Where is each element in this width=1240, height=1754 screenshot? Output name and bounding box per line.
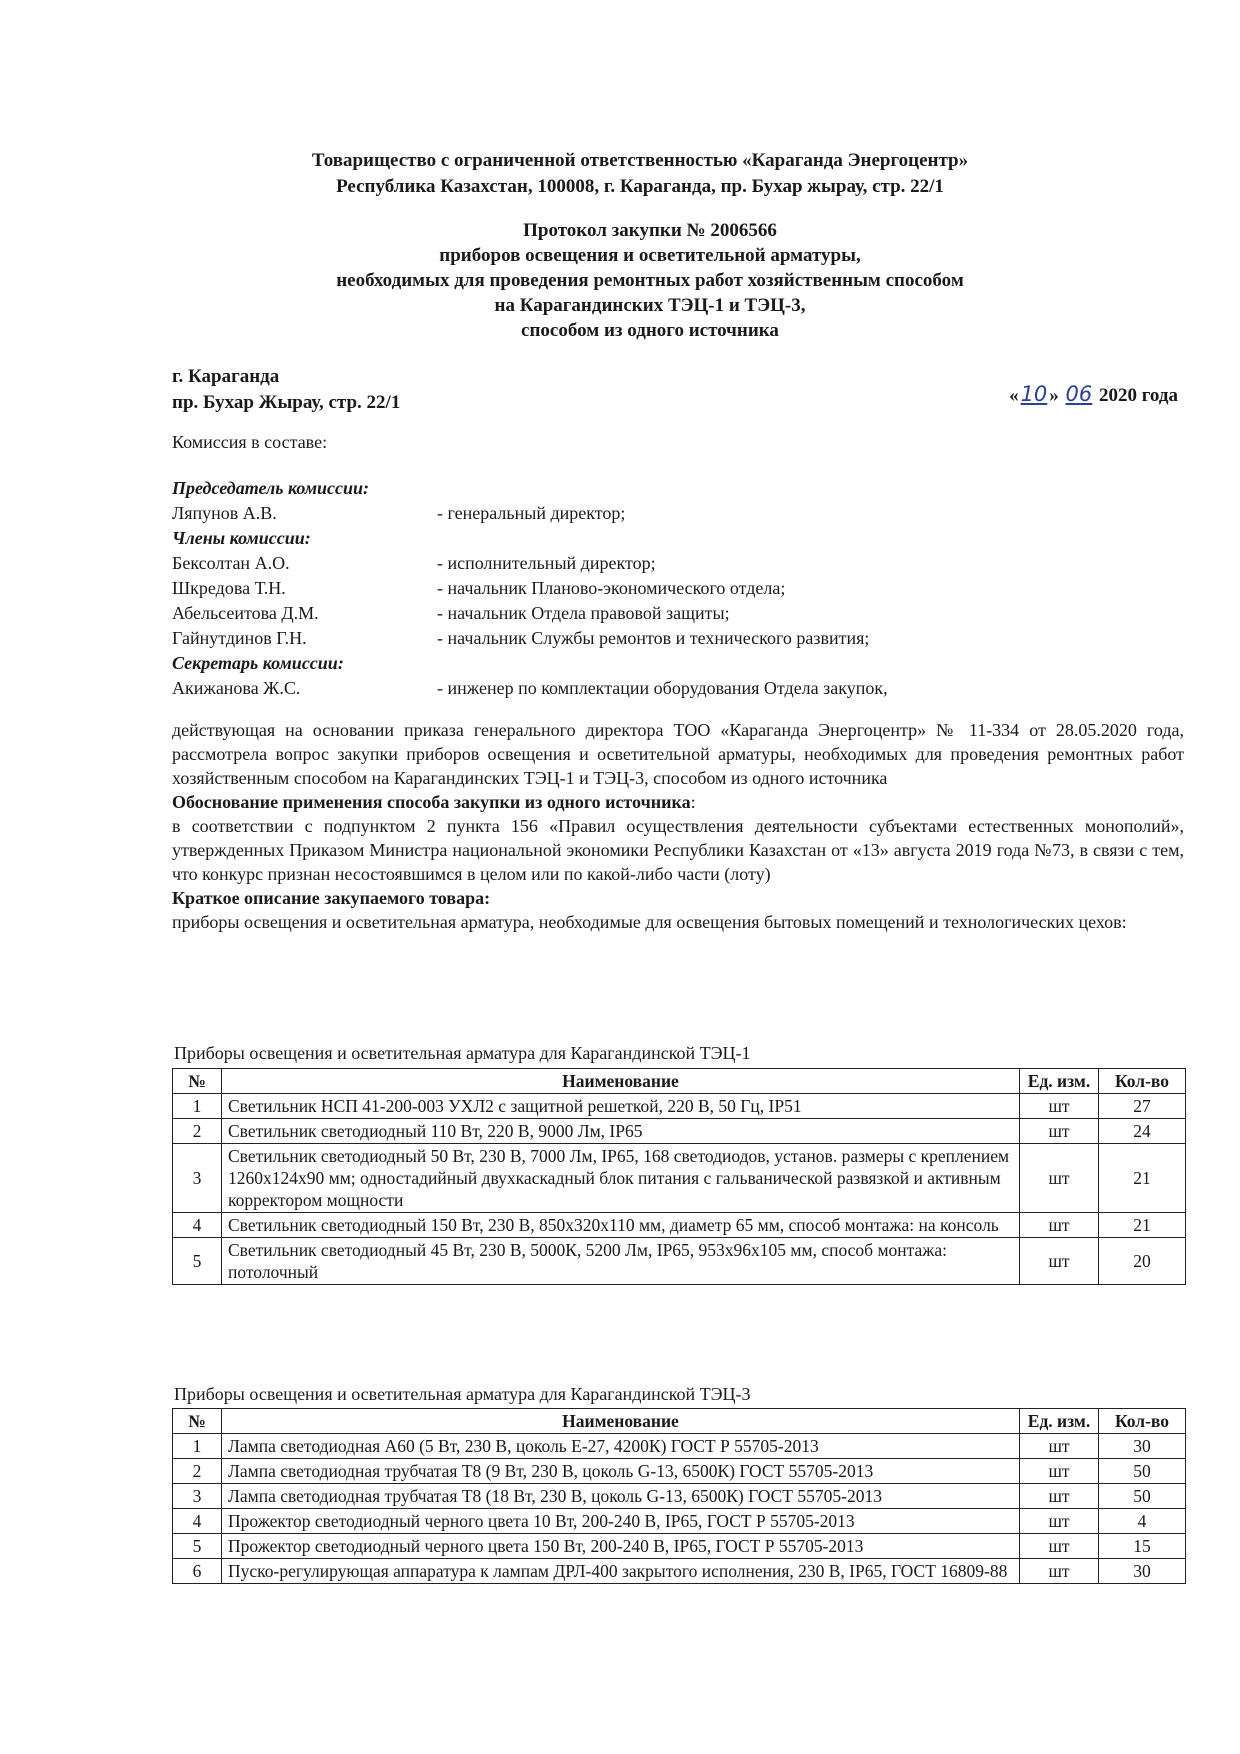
row-unit: шт	[1020, 1509, 1099, 1534]
table-header-row	[173, 1069, 1186, 1094]
table-row	[173, 1144, 1186, 1213]
description-paragraph: приборы освещения и осветительная арматура, необходимые для освещения бытовых помещений и технологических цехов:	[172, 912, 1127, 932]
protocol-subject-line3: на Карагандинских ТЭЦ-1 и ТЭЦ-3,	[494, 295, 806, 316]
protocol-date	[1009, 382, 1178, 407]
header-unit: Ед. изм.	[1020, 1069, 1099, 1094]
row-name: Лампа светодиодная А60 (5 Вт, 230 В, цоколь Е-27, 4200К) ГОСТ Р 55705-2013	[222, 1434, 1020, 1459]
table-row	[173, 1534, 1186, 1559]
row-qty: 30	[1099, 1559, 1186, 1584]
table-row	[173, 1434, 1186, 1459]
justification-heading	[172, 790, 1184, 814]
table1-caption: Приборы освещения и осветительная арматура для Карагандинской ТЭЦ-1	[174, 1043, 751, 1063]
justification-heading-text: Обоснование применения способа закупки из одного источника	[172, 792, 691, 812]
row-num: 1	[173, 1094, 222, 1119]
member-name: Бексолтан А.О.	[172, 553, 290, 573]
secretary-title: Секретарь комиссии:	[172, 653, 344, 673]
secretary-position: - инженер по комплектации оборудования Отдела закупок,	[437, 678, 888, 698]
row-qty: 21	[1099, 1144, 1186, 1213]
member-position: - начальник Службы ремонтов и технического развития;	[437, 628, 870, 648]
row-num: 1	[173, 1434, 222, 1459]
row-unit: шт	[1020, 1459, 1099, 1484]
row-name: Светильник светодиодный 45 Вт, 230 В, 5000К, 5200 Лм, IP65, 953х96х105 мм, способ монтажа: потолочный	[222, 1238, 1020, 1285]
member-row	[172, 626, 1172, 651]
row-unit: шт	[1020, 1434, 1099, 1459]
row-unit: шт	[1020, 1534, 1099, 1559]
justification-colon: :	[690, 792, 696, 812]
row-unit: шт	[1020, 1094, 1099, 1119]
row-name: Лампа светодиодная трубчатая Т8 (18 Вт, 230 В, цоколь G-13, 6500К) ГОСТ 55705-2013	[222, 1484, 1020, 1509]
row-num: 3	[173, 1484, 222, 1509]
row-name: Пуско-регулирующая аппаратура к лампам ДРЛ-400 закрытого исполнения, 230 В, IP65, ГОСТ 16809-88	[222, 1559, 1020, 1584]
date-year: 2020 года	[1099, 385, 1178, 406]
row-name: Прожектор светодиодный черного цвета 150 Вт, 200-240 В, IP65, ГОСТ Р 55705-2013	[222, 1534, 1020, 1559]
city: г. Караганда	[172, 366, 280, 387]
protocol-method: способом из одного источника	[521, 320, 779, 341]
table-row	[173, 1213, 1186, 1238]
chairman-title: Председатель комиссии:	[172, 478, 370, 498]
row-num: 3	[173, 1144, 222, 1213]
row-unit: шт	[1020, 1238, 1099, 1285]
row-qty: 50	[1099, 1484, 1186, 1509]
chairman-name: Ляпунов А.В.	[172, 503, 277, 523]
row-qty: 15	[1099, 1534, 1186, 1559]
row-name: Светильник светодиодный 150 Вт, 230 В, 850х320х110 мм, диаметр 65 мм, способ монтажа: на консоль	[222, 1213, 1020, 1238]
organization-header	[180, 148, 1100, 200]
address: пр. Бухар Жырау, стр. 22/1	[172, 392, 401, 413]
protocol-body	[172, 718, 1184, 934]
header-num: №	[173, 1409, 222, 1434]
row-unit: шт	[1020, 1119, 1099, 1144]
table2-caption: Приборы освещения и осветительная арматура для Карагандинской ТЭЦ-3	[174, 1384, 751, 1404]
member-name: Абельсеитова Д.М.	[172, 603, 319, 623]
table-row	[173, 1559, 1186, 1584]
secretary-row	[172, 676, 1172, 701]
commission-members	[172, 476, 1172, 701]
row-num: 2	[173, 1459, 222, 1484]
row-qty: 27	[1099, 1094, 1186, 1119]
member-name: Шкредова Т.Н.	[172, 578, 286, 598]
member-position: - начальник Отдела правовой защиты;	[437, 603, 730, 623]
commission-intro: Комиссия в составе:	[172, 432, 328, 452]
table-header-row	[173, 1409, 1186, 1434]
row-qty: 30	[1099, 1434, 1186, 1459]
row-num: 4	[173, 1509, 222, 1534]
date-close-quote: »	[1049, 385, 1059, 406]
basis-paragraph: действующая на основании приказа генерального директора ТОО «Караганда Энергоцентр» № 11-334 от 28.05.2020 года, рассмотрела вопрос закупки приборов освещения и осветительной арматуры, необходимых для проведения ремонтных работ хозяйственным способом на Карагандинских ТЭЦ-1 и ТЭЦ-3, способом из одного источника	[172, 720, 1184, 788]
protocol-place	[172, 364, 400, 416]
member-name: Гайнутдинов Г.Н.	[172, 628, 307, 648]
table-row	[173, 1119, 1186, 1144]
header-unit: Ед. изм.	[1020, 1409, 1099, 1434]
member-row	[172, 551, 1172, 576]
header-qty: Кол-во	[1099, 1409, 1186, 1434]
date-open-quote: «	[1009, 385, 1019, 406]
justification-paragraph: в соответствии с подпунктом 2 пункта 156 «Правил осуществления деятельности субъектами естественных монополий», утвержденных Приказом Министра национальной экономики Республики Казахстан от «13» августа 2019 года №73, в связи с тем, что конкурс признан несостоявшимся в целом или по какой-либо части (лоту)	[172, 816, 1184, 884]
table-row	[173, 1509, 1186, 1534]
row-qty: 4	[1099, 1509, 1186, 1534]
members-title: Члены комиссии:	[172, 528, 311, 548]
row-name: Светильник светодиодный 110 Вт, 220 В, 9000 Лм, IP65	[222, 1119, 1020, 1144]
header-name: Наименование	[222, 1409, 1020, 1434]
chairman-position: - генеральный директор;	[437, 503, 626, 523]
protocol-subject-line2: необходимых для проведения ремонтных работ хозяйственным способом	[336, 270, 964, 291]
row-num: 2	[173, 1119, 222, 1144]
table1-items	[172, 1068, 1186, 1285]
row-unit: шт	[1020, 1144, 1099, 1213]
table-row	[173, 1094, 1186, 1119]
description-heading: Краткое описание закупаемого товара:	[172, 888, 491, 908]
member-position: - начальник Планово-экономического отдела;	[437, 578, 786, 598]
row-name: Светильник НСП 41-200-003 УХЛ2 с защитной решеткой, 220 В, 50 Гц, IP51	[222, 1094, 1020, 1119]
header-qty: Кол-во	[1099, 1069, 1186, 1094]
row-num: 5	[173, 1238, 222, 1285]
table-row	[173, 1459, 1186, 1484]
protocol-subject-line1: приборов освещения и осветительной арматуры,	[439, 245, 861, 266]
header-name: Наименование	[222, 1069, 1020, 1094]
header-num: №	[173, 1069, 222, 1094]
row-name: Лампа светодиодная трубчатая Т8 (9 Вт, 230 В, цоколь G-13, 6500К) ГОСТ 55705-2013	[222, 1459, 1020, 1484]
row-unit: шт	[1020, 1484, 1099, 1509]
table2-items	[172, 1408, 1186, 1584]
row-num: 4	[173, 1213, 222, 1238]
row-num: 6	[173, 1559, 222, 1584]
row-name: Светильник светодиодный 50 Вт, 230 В, 7000 Лм, IP65, 168 светодиодов, установ. размеры с креплением 1260х124х90 мм; одностадийный двухкаскадный блок питания с гальванической развязкой и активным корректором мощности	[222, 1144, 1020, 1213]
protocol-title	[240, 218, 1060, 343]
row-name: Прожектор светодиодный черного цвета 10 Вт, 200-240 В, IP65, ГОСТ Р 55705-2013	[222, 1509, 1020, 1534]
row-qty: 50	[1099, 1459, 1186, 1484]
chairman-row	[172, 501, 1172, 526]
row-qty: 21	[1099, 1213, 1186, 1238]
row-num: 5	[173, 1534, 222, 1559]
date-day-handwritten: 10	[1020, 382, 1048, 406]
row-unit: шт	[1020, 1559, 1099, 1584]
organization-name: Товарищество с ограниченной ответственностью «Караганда Энергоцентр»	[311, 150, 969, 171]
table-row	[173, 1484, 1186, 1509]
organization-address: Республика Казахстан, 100008, г. Караганда, пр. Бухар жырау, стр. 22/1	[336, 176, 944, 197]
member-row	[172, 601, 1172, 626]
date-month-handwritten: 06	[1065, 382, 1093, 406]
row-unit: шт	[1020, 1213, 1099, 1238]
protocol-number: Протокол закупки № 2006566	[523, 220, 777, 241]
row-qty: 20	[1099, 1238, 1186, 1285]
table-row	[173, 1238, 1186, 1285]
secretary-name: Акижанова Ж.С.	[172, 678, 301, 698]
member-row	[172, 576, 1172, 601]
row-qty: 24	[1099, 1119, 1186, 1144]
member-position: - исполнительный директор;	[437, 553, 656, 573]
